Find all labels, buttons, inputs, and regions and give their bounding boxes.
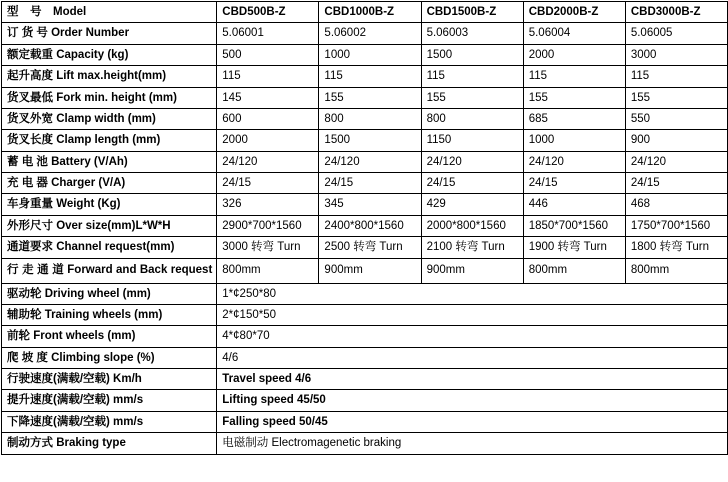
row-value: 5.06005 bbox=[625, 23, 727, 44]
row-value: 5.06002 bbox=[319, 23, 421, 44]
row-value: 429 bbox=[421, 194, 523, 215]
row-value: 2100 转弯 Turn bbox=[421, 237, 523, 258]
row-label bbox=[2, 283, 217, 304]
row-value: 1750*700*1560 bbox=[625, 215, 727, 236]
row-label bbox=[2, 87, 217, 108]
row-value: 446 bbox=[523, 194, 625, 215]
row-label bbox=[2, 369, 217, 390]
row-value: 468 bbox=[625, 194, 727, 215]
model-header-0: CBD500B-Z bbox=[217, 2, 319, 23]
row-label bbox=[2, 151, 217, 172]
row-value: 900mm bbox=[319, 258, 421, 283]
row-value: 800 bbox=[319, 108, 421, 129]
row-label-text: 货叉长度 Clamp length (mm) bbox=[7, 134, 161, 147]
row-value: 2500 转弯 Turn bbox=[319, 237, 421, 258]
table-row bbox=[2, 215, 728, 236]
row-value: 24/120 bbox=[421, 151, 523, 172]
row-value: 24/15 bbox=[319, 173, 421, 194]
row-value: 550 bbox=[625, 108, 727, 129]
table-header-row bbox=[2, 2, 728, 23]
row-value-span: Falling speed 50/45 bbox=[217, 411, 728, 432]
row-label-text: 驱动轮 Driving wheel (mm) bbox=[7, 287, 151, 300]
row-value-span: 2*¢150*50 bbox=[217, 304, 728, 325]
table-row bbox=[2, 44, 728, 65]
table-row bbox=[2, 173, 728, 194]
row-value: 3000 转弯 Turn bbox=[217, 237, 319, 258]
row-value: 1000 bbox=[523, 130, 625, 151]
row-value: 2900*700*1560 bbox=[217, 215, 319, 236]
row-value: 24/15 bbox=[217, 173, 319, 194]
table-row bbox=[2, 23, 728, 44]
table-row bbox=[2, 369, 728, 390]
row-label-text: 外形尺寸 Over size(mm)L*W*H bbox=[7, 219, 171, 232]
row-value: 155 bbox=[523, 87, 625, 108]
row-label bbox=[2, 66, 217, 87]
row-label-text: 行驶速度(满载/空载) Km/h bbox=[7, 373, 142, 385]
row-value: 2400*800*1560 bbox=[319, 215, 421, 236]
row-label-text: 制动方式 Braking type bbox=[7, 437, 126, 450]
row-label bbox=[2, 390, 217, 411]
table-body bbox=[2, 2, 728, 455]
row-label-text: 车身重量 Weight (Kg) bbox=[7, 198, 121, 211]
row-label bbox=[2, 173, 217, 194]
row-value: 3000 bbox=[625, 44, 727, 65]
row-label bbox=[2, 326, 217, 347]
table-row bbox=[2, 194, 728, 215]
model-header-1: CBD1000B-Z bbox=[319, 2, 421, 23]
row-label-text: 货叉最低 Fork min. height (mm) bbox=[7, 91, 177, 104]
row-value: 1500 bbox=[421, 44, 523, 65]
row-label-text: 充 电 器 Charger (V/A) bbox=[7, 177, 126, 189]
row-value: 115 bbox=[625, 66, 727, 87]
table-row bbox=[2, 283, 728, 304]
table-row bbox=[2, 87, 728, 108]
row-value: 24/15 bbox=[523, 173, 625, 194]
row-label bbox=[2, 194, 217, 215]
row-value-span: 1*¢250*80 bbox=[217, 283, 728, 304]
row-value: 24/120 bbox=[319, 151, 421, 172]
row-label-text: 通道要求 Channel request(mm) bbox=[7, 241, 175, 254]
row-label bbox=[2, 44, 217, 65]
row-label-text: 起升高度 Lift max.height(mm) bbox=[7, 70, 167, 83]
row-value: 1150 bbox=[421, 130, 523, 151]
row-label-text: 订 货 号 Order Number bbox=[7, 27, 130, 40]
row-label-text: 货叉外宽 Clamp width (mm) bbox=[7, 112, 156, 125]
row-value: 326 bbox=[217, 194, 319, 215]
row-value: 2000 bbox=[217, 130, 319, 151]
table-row bbox=[2, 433, 728, 454]
model-header-3: CBD2000B-Z bbox=[523, 2, 625, 23]
row-label-text: 提升速度(满载/空载) mm/s bbox=[7, 394, 144, 407]
row-value: 24/15 bbox=[421, 173, 523, 194]
table-row bbox=[2, 411, 728, 432]
table-row bbox=[2, 66, 728, 87]
table-row bbox=[2, 151, 728, 172]
row-value: 5.06001 bbox=[217, 23, 319, 44]
row-value-span: Lifting speed 45/50 bbox=[217, 390, 728, 411]
row-value-span: 4/6 bbox=[217, 347, 728, 368]
row-value: 24/120 bbox=[523, 151, 625, 172]
row-label bbox=[2, 411, 217, 432]
row-value: 1900 转弯 Turn bbox=[523, 237, 625, 258]
row-value: 800mm bbox=[217, 258, 319, 283]
row-value-span: 4*¢80*70 bbox=[217, 326, 728, 347]
header-label-cell: 型 号 Model bbox=[2, 2, 217, 23]
row-value: 800 bbox=[421, 108, 523, 129]
row-label bbox=[2, 237, 217, 258]
row-value: 5.06004 bbox=[523, 23, 625, 44]
table-row bbox=[2, 108, 728, 129]
row-label-text: 行 走 通 道 Forward and Back request bbox=[7, 264, 213, 277]
row-label-text: 辅助轮 Training wheels (mm) bbox=[7, 308, 163, 321]
row-value: 155 bbox=[625, 87, 727, 108]
row-value: 24/120 bbox=[217, 151, 319, 172]
row-label-text: 下降速度(满载/空载) mm/s bbox=[7, 415, 144, 428]
row-value: 115 bbox=[421, 66, 523, 87]
row-value: 2000*800*1560 bbox=[421, 215, 523, 236]
row-value: 115 bbox=[319, 66, 421, 87]
row-label bbox=[2, 130, 217, 151]
table-row bbox=[2, 304, 728, 325]
table-row bbox=[2, 258, 728, 283]
table-row bbox=[2, 130, 728, 151]
row-value: 800mm bbox=[625, 258, 727, 283]
table-row bbox=[2, 347, 728, 368]
row-label bbox=[2, 304, 217, 325]
row-label-text: 前轮 Front wheels (mm) bbox=[7, 330, 136, 343]
row-value: 24/15 bbox=[625, 173, 727, 194]
row-value: 115 bbox=[523, 66, 625, 87]
row-value: 2000 bbox=[523, 44, 625, 65]
specification-table bbox=[1, 1, 728, 455]
row-value: 155 bbox=[319, 87, 421, 108]
model-header-2: CBD1500B-Z bbox=[421, 2, 523, 23]
row-value: 115 bbox=[217, 66, 319, 87]
row-value: 900mm bbox=[421, 258, 523, 283]
row-value: 685 bbox=[523, 108, 625, 129]
row-label bbox=[2, 23, 217, 44]
row-value: 1000 bbox=[319, 44, 421, 65]
row-value: 345 bbox=[319, 194, 421, 215]
table-row bbox=[2, 237, 728, 258]
model-header-4: CBD3000B-Z bbox=[625, 2, 727, 23]
row-label bbox=[2, 347, 217, 368]
row-label-text: 额定载重 Capacity (kg) bbox=[7, 48, 129, 61]
row-value: 900 bbox=[625, 130, 727, 151]
row-value: 155 bbox=[421, 87, 523, 108]
row-label bbox=[2, 108, 217, 129]
row-value: 145 bbox=[217, 87, 319, 108]
row-value: 5.06003 bbox=[421, 23, 523, 44]
row-value-span: 电磁制动 Electromagenetic braking bbox=[217, 433, 728, 454]
row-label-text: 爬 坡 度 Climbing slope (%) bbox=[7, 351, 155, 364]
row-label-text: 蓄 电 池 Battery (V/Ah) bbox=[7, 155, 128, 168]
row-value: 24/120 bbox=[625, 151, 727, 172]
row-value: 500 bbox=[217, 44, 319, 65]
row-value: 800mm bbox=[523, 258, 625, 283]
row-value: 1800 转弯 Turn bbox=[625, 237, 727, 258]
table-row bbox=[2, 326, 728, 347]
row-value: 1850*700*1560 bbox=[523, 215, 625, 236]
row-label bbox=[2, 258, 217, 283]
table-row bbox=[2, 390, 728, 411]
row-value-span: Travel speed 4/6 bbox=[217, 369, 728, 390]
row-label bbox=[2, 215, 217, 236]
row-value: 600 bbox=[217, 108, 319, 129]
row-label bbox=[2, 433, 217, 454]
row-value: 1500 bbox=[319, 130, 421, 151]
